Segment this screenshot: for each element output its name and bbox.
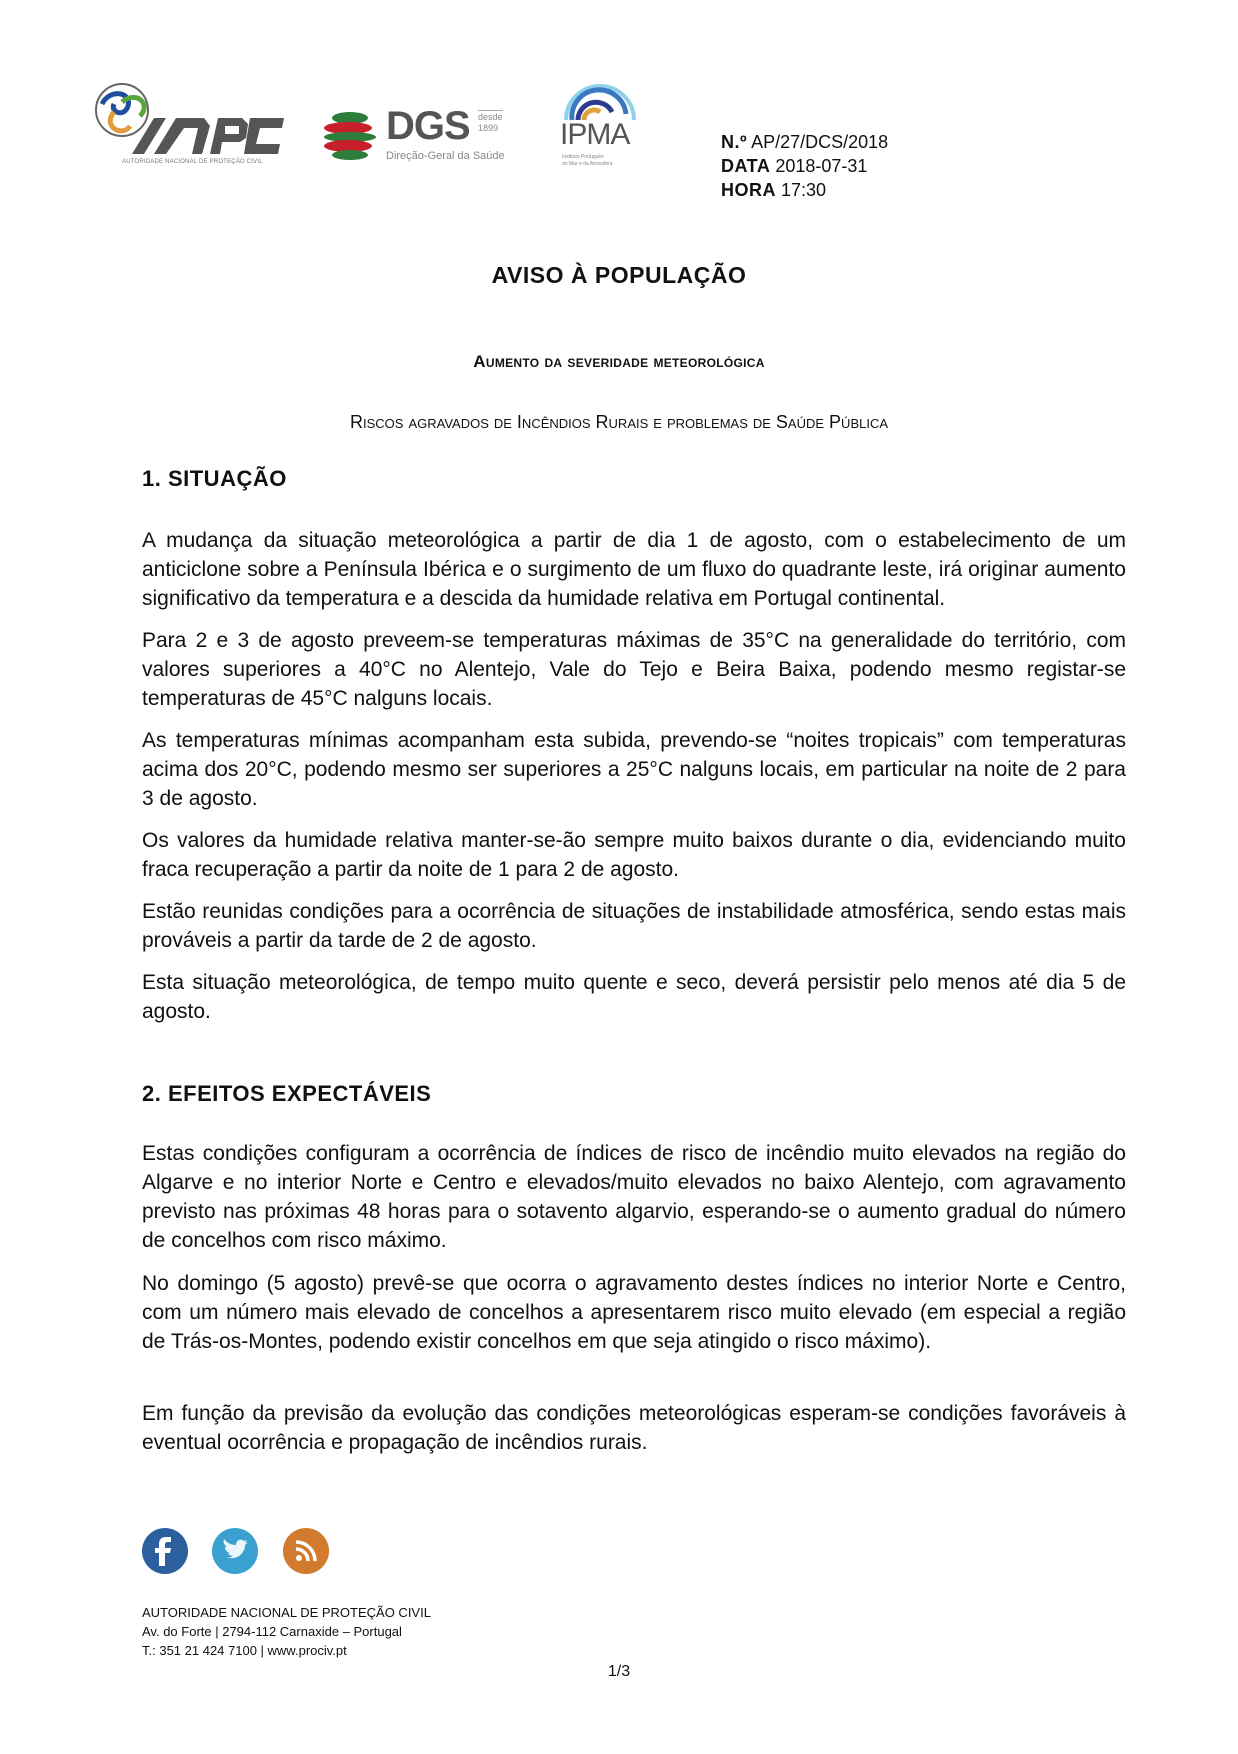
rss-icon[interactable] [283, 1528, 329, 1574]
footer-org: AUTORIDADE NACIONAL DE PROTEÇÃO CIVIL [142, 1605, 431, 1620]
page-title: AVISO À POPULAÇÃO [491, 262, 747, 288]
section-heading-situacao: 1. SITUAÇÃO [142, 466, 287, 491]
footer-contact [142, 1603, 431, 1660]
dgs-caption: Direção-Geral da Saúde [386, 150, 505, 162]
social-links [142, 1528, 349, 1574]
footer-phone-web: T.: 351 21 424 7100 | www.prociv.pt [142, 1643, 347, 1658]
anpc-caption: AUTORIDADE NACIONAL DE PROTEÇÃO CIVIL [122, 159, 263, 165]
paragraph: A mudança da situação meteorológica a partir de dia 1 de agosto, com o estabelecimento de um anticiclone sobre a Península Ibérica e o surgimento de um fluxo do quadrante leste, irá originar aumento significativo da temperatura e a descida da humidade relativa em Portugal continental. [142, 529, 1126, 610]
dgs-logo [322, 104, 522, 168]
subtitle-risks: Riscos agravados de Incêndios Rurais e problemas de Saúde Pública [349, 412, 889, 432]
dgs-wordmark: DGS [386, 104, 470, 148]
twitter-icon[interactable] [212, 1528, 258, 1574]
meta-date: DATA 2018-07-31 [721, 156, 868, 176]
paragraph: Em função da previsão da evolução das condições meteorológicas esperam-se condições favoráveis à eventual ocorrência e propagação de incêndios rurais. [142, 1402, 1126, 1454]
dgs-since: desde 1899 [478, 112, 503, 133]
paragraph: As temperaturas mínimas acompanham esta subida, prevendo-se “noites tropicais” com temperaturas acima dos 20°C, podendo mesmo ser superiores a 25°C nalguns locais, em particular na noite de 2 para 3 de agosto. [142, 729, 1126, 810]
anpc-logo [92, 82, 292, 174]
footer-address: Av. do Forte | 2794-112 Carnaxide – Portugal [142, 1624, 402, 1639]
paragraph: Estão reunidas condições para a ocorrência de situações de instabilidade atmosférica, sendo estas mais prováveis a partir da tarde de 2 de agosto. [142, 900, 1126, 952]
ipma-wordmark: IPMA [560, 118, 630, 151]
dgs-emblem-icon [322, 108, 378, 166]
section-heading-efeitos: 2. EFEITOS EXPECTÁVEIS [142, 1081, 432, 1106]
paragraph: Esta situação meteorológica, de tempo muito quente e seco, deverá persistir pelo menos até dia 5 de agosto. [142, 971, 1126, 1023]
page-number: 1/3 [607, 1663, 631, 1680]
paragraph: Os valores da humidade relativa manter-se-ão sempre muito baixos durante o dia, evidenciando muito fraca recuperação a partir da noite de 1 para 2 de agosto. [142, 829, 1126, 881]
meta-number: N.º AP/27/DCS/2018 [721, 132, 889, 152]
facebook-icon[interactable] [142, 1528, 188, 1574]
subtitle-severity: Aumento da severidade meteorológica [473, 352, 765, 371]
document-meta [721, 130, 888, 202]
paragraph: Para 2 e 3 de agosto preveem-se temperaturas máximas de 35°C na generalidade do território, com valores superiores a 40°C no Alentejo, Vale do Tejo e Beira Baixa, podendo mesmo registar-se temperaturas de 45°C nalguns locais. [142, 629, 1126, 710]
meta-time: HORA 17:30 [721, 180, 827, 200]
paragraph: Estas condições configuram a ocorrência de índices de risco de incêndio muito elevados na região do Algarve e no interior Norte e Centro e elevados/muito elevados no baixo Alentejo, com agravamento previsto nas próximas 48 horas para o sotavento algarvio, esperando-se o aumento gradual do número de concelhos com risco máximo. [142, 1142, 1126, 1252]
paragraph: No domingo (5 agosto) prevê-se que ocorra o agravamento destes índices no interior Norte e Centro, com um número mais elevado de concelhos a apresentarem risco muito elevado (em especial a região de Trás-os-Montes, podendo existir concelhos em que seja atingido o risco máximo). [142, 1272, 1126, 1353]
ipma-caption: Instituto Português do Mar e da Atmosfera [562, 154, 613, 167]
ipma-logo [560, 82, 640, 174]
ipma-arc-icon [560, 82, 640, 122]
